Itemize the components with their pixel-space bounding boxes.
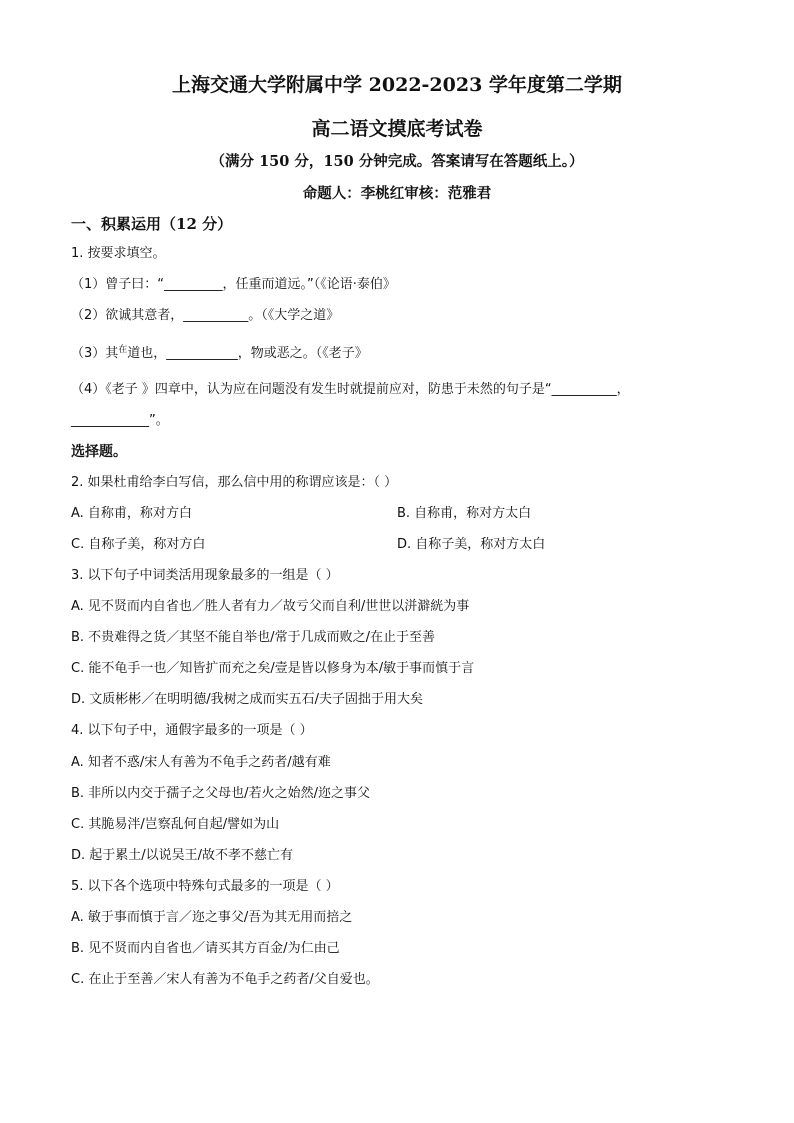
school-title: 上海交通大学附属中学 2022-2023 学年度第二学期 xyxy=(172,74,622,96)
q4-option-a: A. 知者不惑/宋人有善为不龟手之药者/越有难 xyxy=(71,755,331,770)
q1-item-4-cont: ____________”。 xyxy=(71,413,169,428)
q3-option-b: B. 不贵难得之货／其坚不能自举也/常于几成而败之/在止于至善 xyxy=(71,630,435,645)
exam-title: 高二语文摸底考试卷 xyxy=(311,118,483,140)
q3-option-d: D. 文质彬彬／在明明德/我树之成而实五石/夫子固拙于用大矣 xyxy=(71,692,424,707)
exam-instructions: （满分 150 分，150 分钟完成。答案请写在答题纸上。） xyxy=(210,153,584,170)
q1-item-4: （4）《老子 》四章中，认为应在问题没有发生时就提前应对，防患于未然的句子是“__________， xyxy=(71,382,630,397)
q4-option-c: C. 其脆易泮/岂察乱何自起/譬如为山 xyxy=(71,817,280,832)
q2-option-d: D. 自称子美，称对方太白 xyxy=(397,537,546,552)
q5-option-b: B. 见不贤而内自省也／请买其方百金/为仁由己 xyxy=(71,941,340,956)
q1-item-1: （1）曾子曰：“_________，任重而道远。”（《论语·泰伯》 xyxy=(71,277,396,292)
choice-heading: 选择题。 xyxy=(71,444,127,460)
q5-option-a: A. 敏于事而慎于言／迩之事父/吾为其无用而掊之 xyxy=(71,910,353,925)
q1-item-3 xyxy=(71,345,368,364)
q2-stem: 2. 如果杜甫给李白写信，那么信中用的称谓应该是：（ ） xyxy=(71,475,398,490)
q4-option-d: D. 起于累土/以说吴王/故不孝不慈亡有 xyxy=(71,848,294,863)
q4-option-b: B. 非所以内交于孺子之父母也/若火之始然/迩之事父 xyxy=(71,786,370,801)
q3-option-c: C. 能不龟手一也／知皆扩而充之矣/壹是皆以修身为本/敏于事而慎于言 xyxy=(71,661,475,676)
q1-item-3-sup: 在 xyxy=(118,345,128,355)
q1-item-3-prefix: （3）其 xyxy=(71,346,119,361)
q2-option-a: A. 自称甫，称对方白 xyxy=(71,506,192,521)
q2-option-b: B. 自称甫，称对方太白 xyxy=(397,506,532,521)
section-heading: 一、积累运用（12 分） xyxy=(71,215,233,233)
q5-option-c: C. 在止于至善／宋人有善为不龟手之药者/父自爱也。 xyxy=(71,972,379,987)
q1-stem: 1. 按要求填空。 xyxy=(71,246,166,261)
q1-item-3-suffix: 道也，___________，物或恶之。（《老子》 xyxy=(127,346,368,361)
q5-stem: 5. 以下各个选项中特殊句式最多的一项是（ ） xyxy=(71,879,339,894)
q3-stem: 3. 以下句子中词类活用现象最多的一组是（ ） xyxy=(71,568,339,583)
q4-stem: 4. 以下句子中，通假字最多的一项是（ ） xyxy=(71,723,313,738)
q2-option-c: C. 自称子美，称对方白 xyxy=(71,537,206,552)
q3-option-a: A. 见不贤而内自省也／胜人者有力／故亏父而自利/世世以洴澼絖为事 xyxy=(71,599,470,614)
exam-authors: 命题人：李桃红审核：范雅君 xyxy=(302,185,492,202)
q1-item-2: （2）欲诚其意者，__________。（《大学之道》 xyxy=(71,308,340,323)
